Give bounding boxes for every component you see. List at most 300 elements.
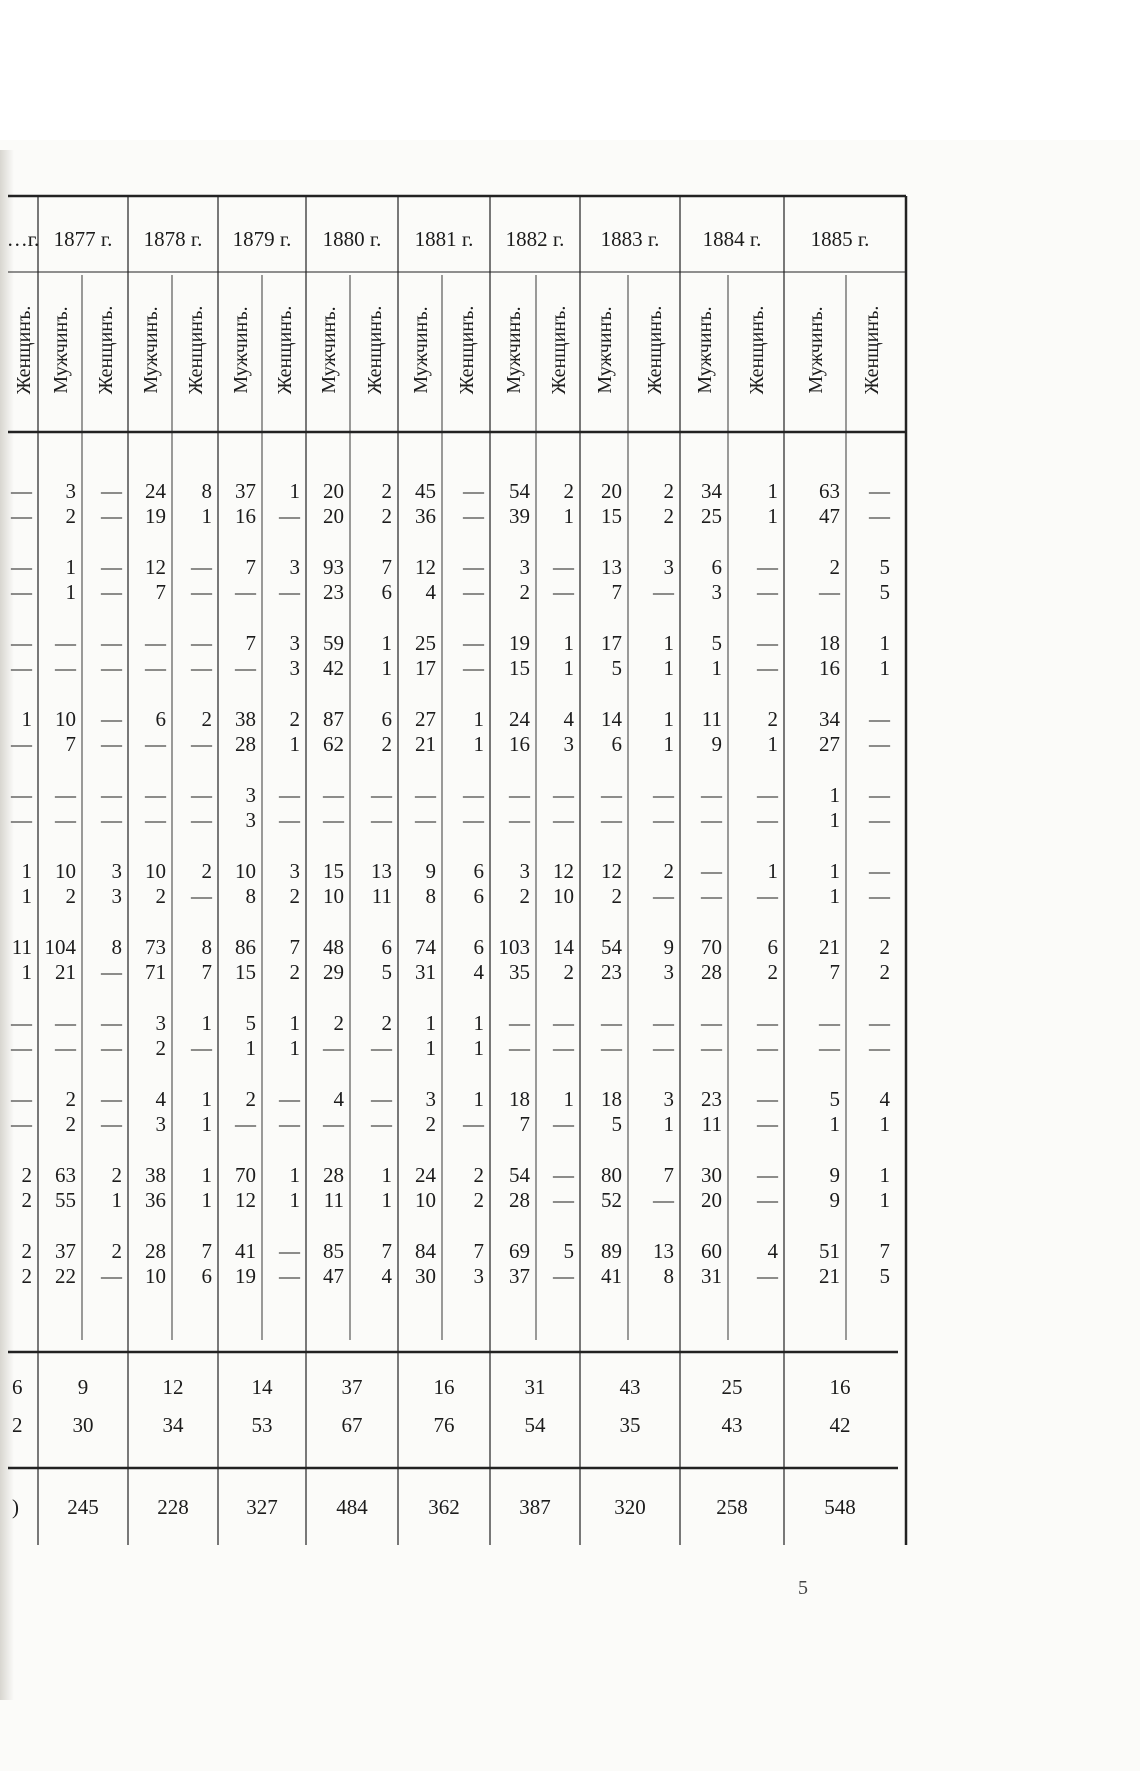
table-cell: 1 bbox=[829, 884, 840, 908]
table-cell: — bbox=[101, 631, 122, 655]
column-header: Женщинъ. bbox=[861, 305, 883, 395]
table-cell: 1 bbox=[111, 1188, 122, 1212]
table-cell: 4 bbox=[333, 1087, 344, 1111]
summary-cell: 31 bbox=[524, 1375, 546, 1399]
column-header: Мужчинъ. bbox=[230, 306, 252, 394]
table-cell: — bbox=[55, 783, 76, 807]
table-cell: 1 bbox=[21, 960, 32, 984]
table-cell: — bbox=[191, 808, 212, 832]
table-cell: 34 bbox=[701, 479, 722, 503]
table-cell: — bbox=[509, 783, 530, 807]
table-cell: 22 bbox=[55, 1264, 76, 1288]
table-cell: 1 bbox=[201, 504, 212, 528]
table-cell: 1 bbox=[425, 1036, 436, 1060]
table-cell: — bbox=[11, 1011, 32, 1035]
table-cell: 69 bbox=[509, 1239, 530, 1263]
table-cell: — bbox=[553, 1188, 574, 1212]
table-cell: — bbox=[279, 580, 300, 604]
table-cell: — bbox=[819, 1011, 840, 1035]
table-cell: — bbox=[757, 580, 778, 604]
table-cell: 45 bbox=[415, 479, 436, 503]
table-cell: 21 bbox=[819, 1264, 840, 1288]
table-cell: — bbox=[279, 504, 300, 528]
table-cell: 84 bbox=[415, 1239, 436, 1263]
table-cell: 2 bbox=[245, 1087, 256, 1111]
table-cell: 28 bbox=[509, 1188, 530, 1212]
summary-cell: 16 bbox=[829, 1375, 851, 1399]
table-cell: 2 bbox=[333, 1011, 344, 1035]
table-cell: 1 bbox=[663, 656, 674, 680]
table-cell: — bbox=[757, 1087, 778, 1111]
table-cell: 1 bbox=[767, 504, 778, 528]
table-cell: 3 bbox=[519, 555, 530, 579]
table-cell: 2 bbox=[563, 960, 574, 984]
table-cell: 20 bbox=[701, 1188, 722, 1212]
table-cell: — bbox=[653, 783, 674, 807]
table-cell: — bbox=[553, 1036, 574, 1060]
table-cell: 2 bbox=[829, 555, 840, 579]
table-cell: — bbox=[101, 1112, 122, 1136]
table-cell: 4 bbox=[473, 960, 484, 984]
table-cell: 1 bbox=[473, 732, 484, 756]
table-cell: — bbox=[653, 1188, 674, 1212]
table-cell: — bbox=[371, 1087, 392, 1111]
table-cell: 60 bbox=[701, 1239, 722, 1263]
table-cell: 12 bbox=[145, 555, 166, 579]
table-cell: 20 bbox=[323, 479, 344, 503]
summary-cell: 25 bbox=[721, 1375, 743, 1399]
summary-cell: 16 bbox=[433, 1375, 455, 1399]
table-cell: — bbox=[869, 732, 890, 756]
table-cell: 2 bbox=[65, 1112, 76, 1136]
table-cell: 1 bbox=[65, 580, 76, 604]
table-cell: 2 bbox=[425, 1112, 436, 1136]
table-cell: 59 bbox=[323, 631, 344, 655]
table-cell: 73 bbox=[145, 935, 166, 959]
table-cell: 2 bbox=[201, 707, 212, 731]
table-cell: — bbox=[191, 1036, 212, 1060]
table-cell: 63 bbox=[819, 479, 840, 503]
table-cell: — bbox=[191, 783, 212, 807]
table-cell: 2 bbox=[879, 960, 890, 984]
table-cell: — bbox=[11, 504, 32, 528]
table-cell: 1 bbox=[879, 1188, 890, 1212]
table-cell: 37 bbox=[509, 1264, 530, 1288]
table-cell: 3 bbox=[289, 631, 300, 655]
table-cell: 10 bbox=[323, 884, 344, 908]
table-cell: 2 bbox=[767, 707, 778, 731]
table-cell: 3 bbox=[663, 960, 674, 984]
page-number: 5 bbox=[798, 1577, 808, 1599]
total-cell: 228 bbox=[157, 1495, 189, 1519]
table-cell: 1 bbox=[201, 1087, 212, 1111]
table-cell: 23 bbox=[323, 580, 344, 604]
table-cell: 3 bbox=[65, 479, 76, 503]
table-cell: — bbox=[553, 1112, 574, 1136]
table-cell: 3 bbox=[663, 555, 674, 579]
table-cell: 2 bbox=[65, 504, 76, 528]
table-cell: 30 bbox=[701, 1163, 722, 1187]
table-cell: 4 bbox=[563, 707, 574, 731]
table-cell: 3 bbox=[473, 1264, 484, 1288]
table-cell: 14 bbox=[601, 707, 622, 731]
total-cell: 362 bbox=[428, 1495, 460, 1519]
table-cell: — bbox=[235, 656, 256, 680]
table-cell: 3 bbox=[245, 783, 256, 807]
table-cell: — bbox=[463, 783, 484, 807]
table-cell: 2 bbox=[879, 935, 890, 959]
table-cell: — bbox=[191, 580, 212, 604]
table-cell: 1 bbox=[711, 656, 722, 680]
table-cell: — bbox=[11, 479, 32, 503]
table-cell: — bbox=[509, 1036, 530, 1060]
table-cell: 7 bbox=[201, 1239, 212, 1263]
table-cell: — bbox=[145, 808, 166, 832]
table-cell: 27 bbox=[819, 732, 840, 756]
year-header: 1882 г. bbox=[505, 227, 565, 251]
table-cell: 2 bbox=[473, 1188, 484, 1212]
table-cell: 7 bbox=[381, 555, 392, 579]
table-cell: — bbox=[415, 783, 436, 807]
table-cell: 11 bbox=[323, 1188, 344, 1212]
table-cell: — bbox=[371, 783, 392, 807]
table-cell: 80 bbox=[601, 1163, 622, 1187]
table-cell: 89 bbox=[601, 1239, 622, 1263]
summary-cell: 6 bbox=[12, 1375, 23, 1399]
table-cell: — bbox=[235, 580, 256, 604]
table-cell: — bbox=[235, 1112, 256, 1136]
year-header: 1878 г. bbox=[143, 227, 203, 251]
table-cell: — bbox=[101, 479, 122, 503]
table-cell: 13 bbox=[601, 555, 622, 579]
summary-cell: 34 bbox=[162, 1413, 184, 1437]
total-cell: 320 bbox=[614, 1495, 646, 1519]
column-header: Женщинъ. bbox=[13, 305, 35, 395]
table-cell: — bbox=[11, 783, 32, 807]
table-cell: — bbox=[463, 808, 484, 832]
year-header: 1881 г. bbox=[414, 227, 474, 251]
table-cell: 1 bbox=[767, 479, 778, 503]
table-cell: 1 bbox=[879, 631, 890, 655]
summary-cell: 43 bbox=[721, 1413, 743, 1437]
table-cell: 24 bbox=[509, 707, 530, 731]
table-cell: — bbox=[869, 783, 890, 807]
summary-cell: 9 bbox=[77, 1375, 89, 1399]
summary-cell: 54 bbox=[524, 1413, 546, 1437]
table-cell: — bbox=[653, 808, 674, 832]
table-cell: — bbox=[653, 580, 674, 604]
table-cell: — bbox=[415, 808, 436, 832]
table-cell: 2 bbox=[21, 1264, 32, 1288]
table-cell: 1 bbox=[879, 1112, 890, 1136]
table-cell: 1 bbox=[289, 479, 300, 503]
table-cell: 7 bbox=[829, 960, 840, 984]
table-cell: 31 bbox=[415, 960, 436, 984]
column-header: Женщинъ. bbox=[364, 305, 386, 395]
table-cell: 2 bbox=[65, 884, 76, 908]
table-cell: — bbox=[11, 1036, 32, 1060]
table-cell: 28 bbox=[145, 1239, 166, 1263]
table-cell: 3 bbox=[111, 884, 122, 908]
table-cell: 6 bbox=[381, 707, 392, 731]
table-cell: 7 bbox=[473, 1239, 484, 1263]
table-cell: 34 bbox=[819, 707, 840, 731]
table-cell: 70 bbox=[701, 935, 722, 959]
table-cell: 6 bbox=[473, 859, 484, 883]
table-cell: 10 bbox=[235, 859, 256, 883]
table-cell: 11 bbox=[701, 707, 722, 731]
table-cell: — bbox=[279, 808, 300, 832]
table-cell: — bbox=[869, 859, 890, 883]
total-cell: 327 bbox=[246, 1495, 278, 1519]
table-cell: — bbox=[11, 580, 32, 604]
total-cell: 548 bbox=[824, 1495, 856, 1519]
table-cell: 16 bbox=[819, 656, 840, 680]
table-cell: — bbox=[553, 580, 574, 604]
table-cell: 3 bbox=[711, 580, 722, 604]
table-cell: 15 bbox=[323, 859, 344, 883]
table-cell: 6 bbox=[473, 884, 484, 908]
table-cell: 2 bbox=[155, 1036, 166, 1060]
table-cell: 104 bbox=[44, 935, 76, 959]
table-cell: 1 bbox=[381, 656, 392, 680]
table-cell: — bbox=[869, 707, 890, 731]
table-cell: 10 bbox=[415, 1188, 436, 1212]
table-cell: 18 bbox=[509, 1087, 530, 1111]
table-cell: — bbox=[55, 656, 76, 680]
summary-cell: 53 bbox=[251, 1413, 273, 1437]
table-cell: — bbox=[757, 1112, 778, 1136]
table-cell: 1 bbox=[473, 1036, 484, 1060]
table-cell: 42 bbox=[323, 656, 344, 680]
summary-cell: 37 bbox=[341, 1375, 363, 1399]
table-cell: 1 bbox=[65, 555, 76, 579]
table-cell: 5 bbox=[879, 555, 890, 579]
year-header: 1885 г. bbox=[810, 227, 870, 251]
table-cell: — bbox=[701, 884, 722, 908]
table-cell: — bbox=[55, 1036, 76, 1060]
table-cell: 25 bbox=[701, 504, 722, 528]
table-cell: 1 bbox=[829, 1112, 840, 1136]
table-cell: 21 bbox=[415, 732, 436, 756]
table-cell: 48 bbox=[323, 935, 344, 959]
total-cell: 258 bbox=[716, 1495, 748, 1519]
table-cell: 6 bbox=[381, 580, 392, 604]
table-cell: 3 bbox=[155, 1011, 166, 1035]
table-cell: — bbox=[701, 808, 722, 832]
table-cell: 1 bbox=[563, 1087, 574, 1111]
table-cell: 1 bbox=[473, 707, 484, 731]
table-cell: 1 bbox=[381, 631, 392, 655]
table-cell: 6 bbox=[381, 935, 392, 959]
table-cell: 1 bbox=[829, 859, 840, 883]
table-cell: 1 bbox=[767, 859, 778, 883]
table-cell: 6 bbox=[711, 555, 722, 579]
table-cell: 52 bbox=[601, 1188, 622, 1212]
table-cell: — bbox=[601, 783, 622, 807]
table-cell: 16 bbox=[235, 504, 256, 528]
total-cell: 245 bbox=[67, 1495, 99, 1519]
summary-cell: 35 bbox=[619, 1413, 641, 1437]
table-cell: 1 bbox=[663, 707, 674, 731]
table-cell: 28 bbox=[323, 1163, 344, 1187]
column-header: Мужчинъ. bbox=[140, 306, 162, 394]
table-cell: 10 bbox=[55, 859, 76, 883]
table-cell: 2 bbox=[519, 884, 530, 908]
table-cell: — bbox=[553, 1011, 574, 1035]
table-cell: 13 bbox=[653, 1239, 674, 1263]
table-cell: — bbox=[101, 808, 122, 832]
total-cell: 484 bbox=[336, 1495, 368, 1519]
table-cell: — bbox=[101, 504, 122, 528]
table-cell: 2 bbox=[381, 1011, 392, 1035]
table-cell: 1 bbox=[663, 1112, 674, 1136]
column-header: Женщинъ. bbox=[95, 305, 117, 395]
table-cell: 8 bbox=[201, 479, 212, 503]
table-cell: 1 bbox=[663, 732, 674, 756]
table-cell: — bbox=[869, 504, 890, 528]
table-cell: 2 bbox=[21, 1188, 32, 1212]
table-cell: — bbox=[701, 1036, 722, 1060]
table-cell: 5 bbox=[879, 580, 890, 604]
table-cell: — bbox=[757, 631, 778, 655]
table-cell: 4 bbox=[155, 1087, 166, 1111]
table-cell: 1 bbox=[201, 1011, 212, 1035]
table-cell: 17 bbox=[415, 656, 436, 680]
table-cell: 6 bbox=[767, 935, 778, 959]
table-cell: — bbox=[819, 1036, 840, 1060]
table-cell: 21 bbox=[55, 960, 76, 984]
table-cell: — bbox=[757, 783, 778, 807]
table-cell: 1 bbox=[473, 1011, 484, 1035]
table-cell: — bbox=[279, 1264, 300, 1288]
table-cell: — bbox=[653, 1036, 674, 1060]
table-cell: 5 bbox=[611, 1112, 622, 1136]
table-cell: — bbox=[701, 783, 722, 807]
table-cell: — bbox=[371, 1112, 392, 1136]
table-cell: — bbox=[323, 783, 344, 807]
table-cell: 2 bbox=[201, 859, 212, 883]
table-cell: 2 bbox=[111, 1163, 122, 1187]
table-cell: — bbox=[371, 1036, 392, 1060]
table-cell: 1 bbox=[201, 1163, 212, 1187]
table-cell: 9 bbox=[663, 935, 674, 959]
table-cell: 7 bbox=[663, 1163, 674, 1187]
table-cell: 15 bbox=[509, 656, 530, 680]
table-cell: — bbox=[101, 1264, 122, 1288]
table-cell: 1 bbox=[21, 707, 32, 731]
table-cell: 4 bbox=[425, 580, 436, 604]
table-cell: 29 bbox=[323, 960, 344, 984]
table-cell: 7 bbox=[155, 580, 166, 604]
table-cell: 13 bbox=[371, 859, 392, 883]
table-cell: — bbox=[553, 808, 574, 832]
table-cell: 2 bbox=[767, 960, 778, 984]
table-cell: 23 bbox=[601, 960, 622, 984]
table-cell: — bbox=[55, 808, 76, 832]
table-cell: 6 bbox=[155, 707, 166, 731]
table-cell: 12 bbox=[415, 555, 436, 579]
table-cell: 55 bbox=[55, 1188, 76, 1212]
table-cell: — bbox=[601, 808, 622, 832]
column-header: Женщинъ. bbox=[548, 305, 570, 395]
table-cell: 5 bbox=[611, 656, 622, 680]
table-cell: 8 bbox=[201, 935, 212, 959]
table-cell: 1 bbox=[245, 1036, 256, 1060]
table-cell: — bbox=[553, 1264, 574, 1288]
table-cell: 8 bbox=[425, 884, 436, 908]
table-cell: 8 bbox=[245, 884, 256, 908]
table-cell: — bbox=[509, 1011, 530, 1035]
table-cell: 7 bbox=[245, 631, 256, 655]
year-header: 1880 г. bbox=[322, 227, 382, 251]
table-cell: 7 bbox=[245, 555, 256, 579]
table-cell: — bbox=[55, 1011, 76, 1035]
column-header: Женщинъ. bbox=[456, 305, 478, 395]
table-cell: — bbox=[191, 884, 212, 908]
total-cell: 387 bbox=[519, 1495, 551, 1519]
table-cell: 1 bbox=[289, 1188, 300, 1212]
table-cell: — bbox=[101, 656, 122, 680]
year-header: 1877 г. bbox=[53, 227, 113, 251]
table-cell: 86 bbox=[235, 935, 256, 959]
table-cell: 1 bbox=[879, 1163, 890, 1187]
table-cell: 6 bbox=[201, 1264, 212, 1288]
table-cell: 1 bbox=[289, 1036, 300, 1060]
summary-cell: 12 bbox=[162, 1375, 184, 1399]
table-cell: 1 bbox=[381, 1163, 392, 1187]
table-cell: 2 bbox=[21, 1239, 32, 1263]
table-cell: — bbox=[55, 631, 76, 655]
table-cell: — bbox=[11, 1112, 32, 1136]
table-cell: 5 bbox=[381, 960, 392, 984]
table-cell: 1 bbox=[829, 783, 840, 807]
table-cell: — bbox=[757, 1188, 778, 1212]
table-cell: 38 bbox=[235, 707, 256, 731]
table-cell: 2 bbox=[111, 1239, 122, 1263]
table-cell: 19 bbox=[509, 631, 530, 655]
table-cell: 2 bbox=[611, 884, 622, 908]
table-cell: 7 bbox=[611, 580, 622, 604]
table-cell: 28 bbox=[235, 732, 256, 756]
table-cell: 2 bbox=[289, 884, 300, 908]
table-cell: — bbox=[553, 783, 574, 807]
table-cell: — bbox=[653, 884, 674, 908]
table-cell: — bbox=[101, 783, 122, 807]
table-cell: 5 bbox=[563, 1239, 574, 1263]
table-cell: — bbox=[11, 555, 32, 579]
table-cell: 11 bbox=[701, 1112, 722, 1136]
year-header: …г. bbox=[6, 227, 40, 251]
table-cell: 39 bbox=[509, 504, 530, 528]
table-cell: 54 bbox=[509, 1163, 530, 1187]
table-cell: — bbox=[323, 1112, 344, 1136]
table-cell: 1 bbox=[21, 884, 32, 908]
table-cell: 3 bbox=[663, 1087, 674, 1111]
table-cell: 2 bbox=[289, 960, 300, 984]
table-cell: 16 bbox=[509, 732, 530, 756]
table-cell: — bbox=[869, 479, 890, 503]
table-cell: 2 bbox=[663, 859, 674, 883]
table-cell: 35 bbox=[509, 960, 530, 984]
table-cell: 1 bbox=[425, 1011, 436, 1035]
table-cell: 7 bbox=[519, 1112, 530, 1136]
table-cell: 3 bbox=[519, 859, 530, 883]
table-cell: — bbox=[757, 808, 778, 832]
table-cell: 37 bbox=[235, 479, 256, 503]
table-cell: 5 bbox=[829, 1087, 840, 1111]
table-cell: 5 bbox=[711, 631, 722, 655]
